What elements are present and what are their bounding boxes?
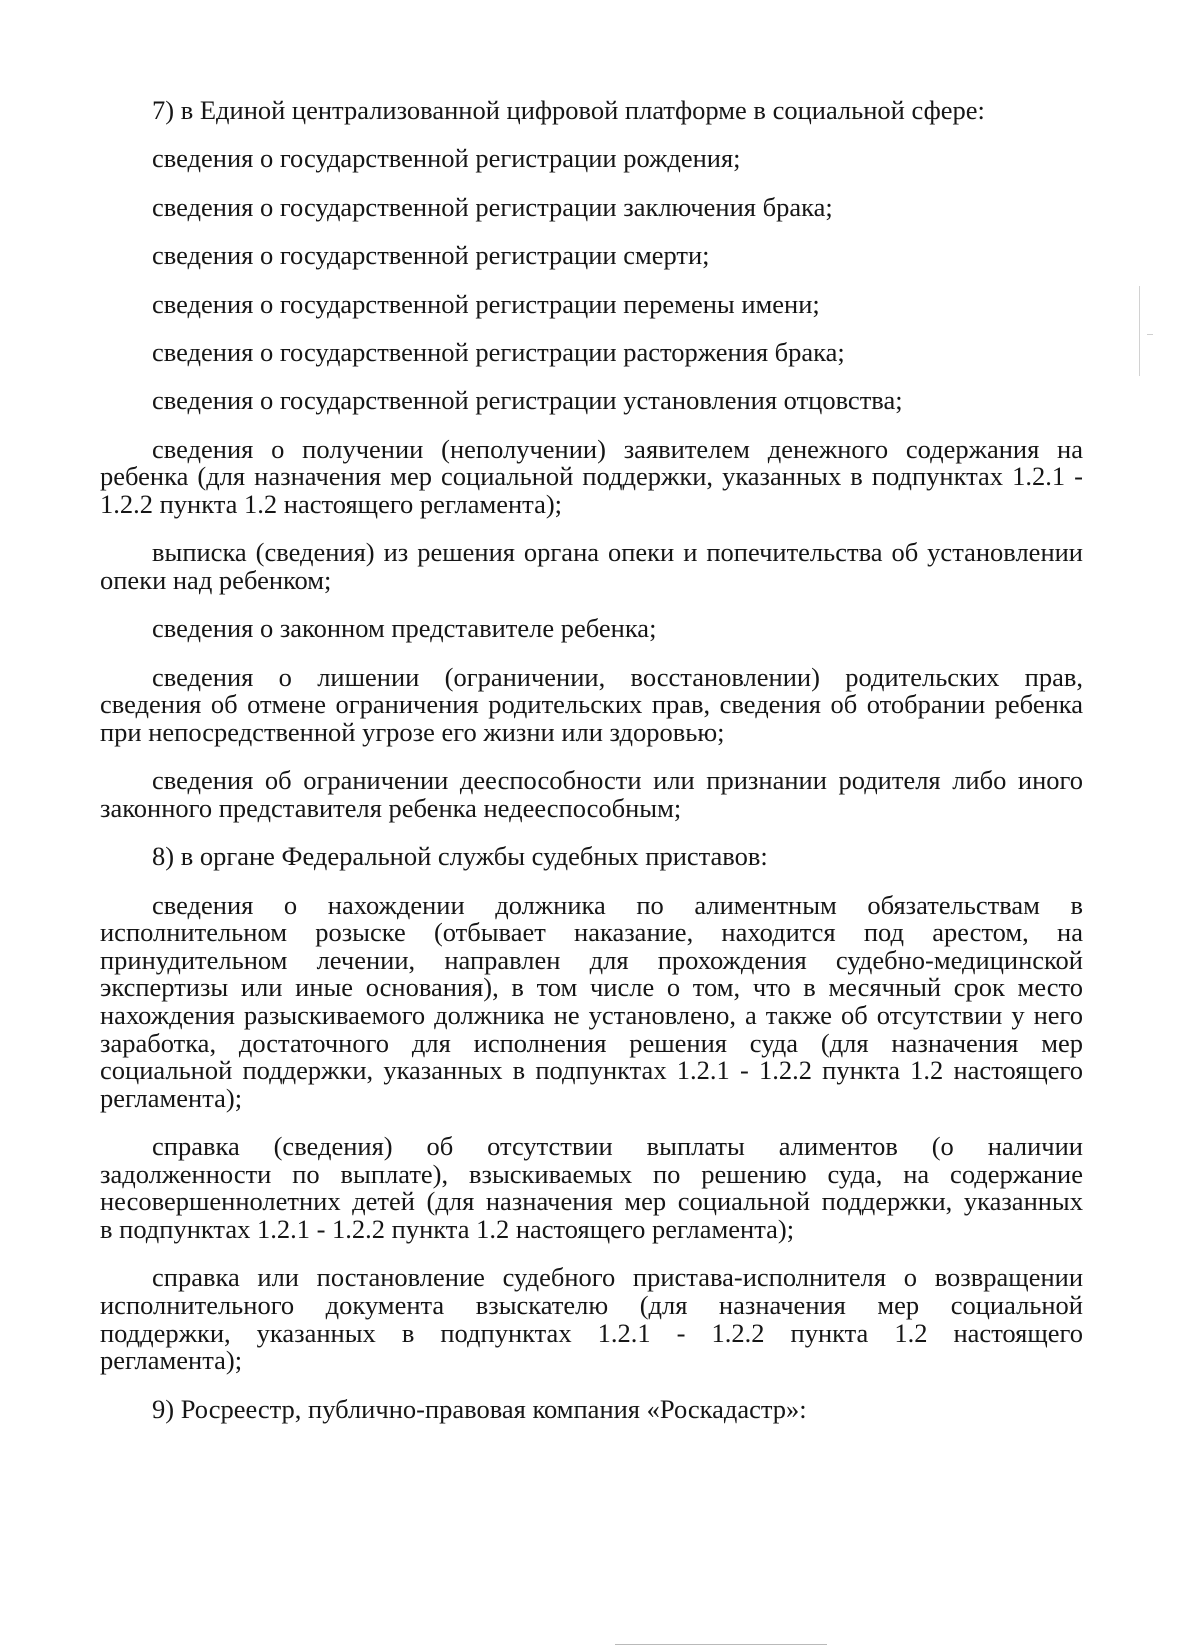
text-line: исполнительном розыске (отбывает наказание, находится под арестом, на [100, 917, 1083, 948]
text-line: 8) в органе Федеральной службы судебных приставов: [152, 841, 768, 872]
text-line: сведения о государственной регистрации рождения; [152, 143, 741, 174]
text-line: сведения о получении (неполучении) заявителем денежного содержания на [152, 433, 1083, 464]
paragraph [100, 191, 1083, 222]
text-line: справка (сведения) об отсутствии выплаты алиментов (о наличии [152, 1131, 1083, 1162]
paragraph [100, 97, 1083, 125]
text-line: задолженности по выплате), взыскиваемых по решению суда, на содержание [100, 1158, 1083, 1189]
text-line: нахождения разыскиваемого должника не установлено, а также об отсутствии у него [100, 1000, 1083, 1031]
text-line: сведения о нахождении должника по алиментным обязательствам в [152, 889, 1083, 920]
text-line: в подпунктах 1.2.1 - 1.2.2 пункта 1.2 настоящего регламента); [100, 1213, 795, 1244]
text-line: сведения о лишении (ограничении, восстановлении) родительских прав, [152, 661, 1083, 692]
text-line: регламента); [100, 1345, 243, 1376]
text-line: несовершеннолетних детей (для назначения мер социальной поддержки, указанных [100, 1186, 1083, 1217]
text-line: принудительном лечении, направлен для прохождения судебно-медицинской [100, 944, 1083, 975]
text-line: опеки над ребенком; [100, 564, 332, 595]
paragraph [100, 539, 1083, 594]
paragraph [100, 1133, 1083, 1243]
paragraph [100, 661, 1083, 747]
text-line: ребенка (для назначения мер социальной поддержки, указанных в подпунктах 1.2.1 - [100, 461, 1083, 492]
paragraph [100, 336, 1083, 367]
text-line: при непосредственной угрозе его жизни или здоровью; [100, 716, 725, 747]
paragraph [100, 615, 1083, 643]
scan-edge-mark [1147, 334, 1153, 335]
text-line: социальной поддержки, указанных в подпунктах 1.2.1 - 1.2.2 пункта 1.2 настоящего [100, 1055, 1083, 1086]
paragraph [100, 767, 1083, 822]
text-line: сведения об отмене ограничения родительских прав, сведения об отобрании ребенка [100, 689, 1083, 720]
paragraph [100, 433, 1083, 519]
text-line: сведения о государственной регистрации перемены имени; [152, 288, 820, 319]
document-body [100, 97, 1083, 1444]
text-line: регламента); [100, 1082, 243, 1113]
paragraph [100, 145, 1083, 173]
paragraph [100, 843, 1083, 871]
text-line: поддержки, указанных в подпунктах 1.2.1 - 1.2.2 пункта 1.2 настоящего [100, 1317, 1083, 1348]
paragraph [100, 1393, 1083, 1424]
scan-edge-mark [615, 1644, 827, 1645]
paragraph [100, 889, 1083, 1113]
text-line: сведения о законном представителе ребенка; [152, 613, 657, 644]
text-line: сведения об ограничении дееспособности или признании родителя либо иного [152, 765, 1083, 796]
text-line: справка или постановление судебного пристава-исполнителя о возвращении [152, 1262, 1083, 1293]
text-line: 1.2.2 пункта 1.2 настоящего регламента); [100, 488, 563, 519]
text-line: заработка, достаточного для исполнения решения суда (для назначения мер [100, 1027, 1083, 1058]
text-line: сведения о государственной регистрации смерти; [152, 240, 710, 271]
paragraph [100, 242, 1083, 270]
paragraph [100, 288, 1083, 319]
text-line: выписка (сведения) из решения органа опеки и попечительства об установлении [152, 537, 1083, 568]
paragraph [100, 1264, 1083, 1374]
text-line: сведения о государственной регистрации установления отцовства; [152, 385, 903, 416]
paragraph [100, 387, 1083, 415]
text-line: сведения о государственной регистрации заключения брака; [152, 191, 833, 222]
text-line: экспертизы или иные основания), в том числе о том, что в месячный срок место [100, 972, 1083, 1003]
text-line: 9) Росреестр, публично-правовая компания «Роскадастр»: [152, 1393, 807, 1424]
text-line: исполнительного документа взыскателю (для назначения мер социальной [100, 1289, 1083, 1320]
text-line: сведения о государственной регистрации расторжения брака; [152, 336, 845, 367]
text-line: 7) в Единой централизованной цифровой платформе в социальной сфере: [152, 95, 985, 125]
text-line: законного представителя ребенка недееспособным; [100, 792, 682, 823]
scan-edge-mark [1139, 286, 1140, 376]
